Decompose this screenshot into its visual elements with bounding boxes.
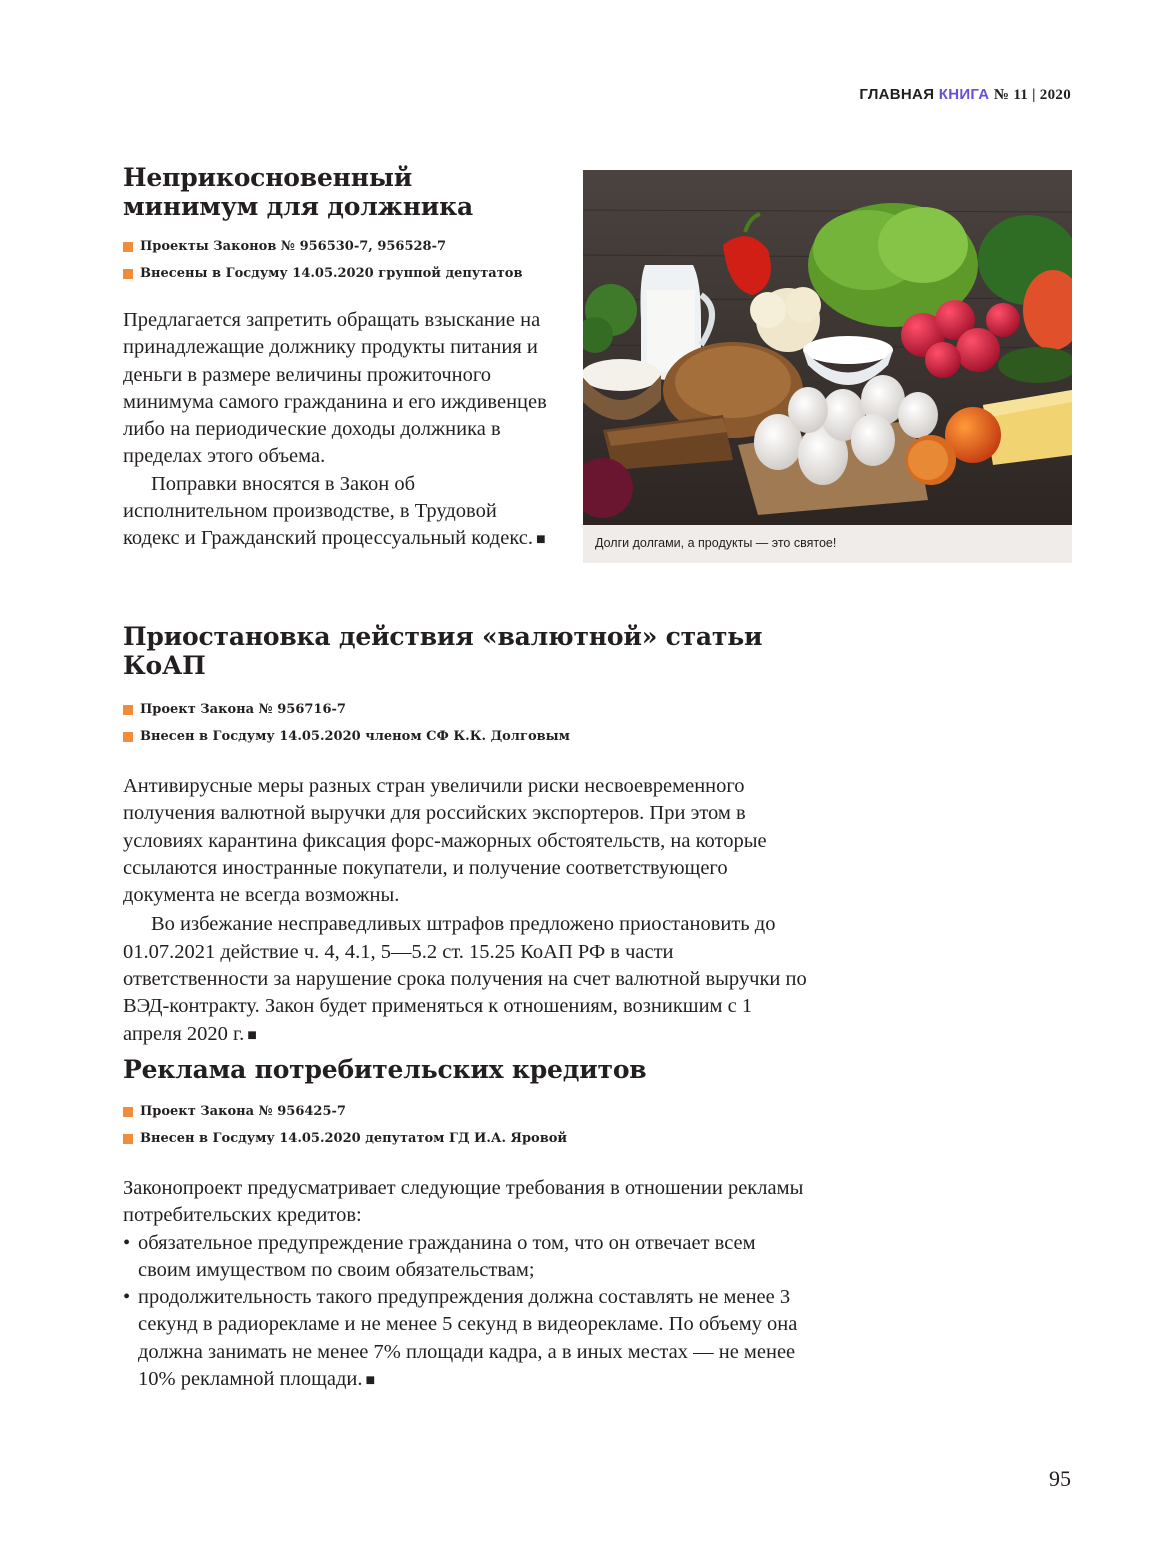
article-meta [123,1098,813,1152]
paragraph-text: Поправки вносятся в Закон об исполнительном производстве, в Трудовой кодекс и Гражданский процессуальный кодекс. [123,472,534,550]
dot-bullet-icon: • [123,1231,131,1254]
magazine-header [859,86,1071,104]
requirements-list [123,1230,813,1395]
list-item [123,1284,813,1394]
article-body [123,307,553,554]
article-meta [123,233,553,287]
food-photo-figure [583,170,1072,563]
square-bullet-icon [123,705,133,715]
meta-item [123,260,553,287]
meta-text: Внесен в Госдуму 14.05.2020 членом СФ К.К. Долговым [140,729,570,744]
brand-accent: КНИГА [938,86,990,103]
square-bullet-icon [123,1107,133,1117]
meta-item [123,1098,813,1125]
article-debtor-minimum [123,163,553,554]
meta-text: Проект Закона № 956716-7 [140,702,346,717]
photo-caption: Долги долгами, а продукты — это святое! [595,536,837,550]
meta-text: Внесен в Госдуму 14.05.2020 депутатом ГД И.А. Яровой [140,1131,568,1146]
paragraph: Предлагается запретить обращать взыскание на принадлежащие должнику продукты питания и деньги в размере величины прожиточного минимума самого гражданина и его иждивенцев либо на периодические доходы должника в пределах этого объема. [123,309,547,468]
paragraph [123,911,813,1048]
article-currency-koap [123,622,813,1049]
dot-bullet-icon: • [123,1286,131,1309]
article-body [123,1175,813,1394]
article-title: Приостановка действия «валютной» статьи КоАП [123,622,763,680]
paragraph: Законопроект предусматривает следующие требования в отношении рекламы потребительских кредитов: [123,1177,804,1227]
paragraph [123,471,553,554]
article-title: Реклама потребительских кредитов [123,1055,647,1084]
meta-text: Проект Закона № 956425-7 [140,1104,346,1119]
square-bullet-icon [123,1134,133,1144]
article-body [123,773,813,1049]
article-title: Неприкосновенный минимум для должника [123,163,474,221]
square-bullet-icon [123,269,133,279]
end-mark-icon: ■ [536,531,546,549]
list-item [123,1230,813,1285]
issue-number: № 11 | 2020 [993,87,1071,103]
paragraph: Антивирусные меры разных стран увеличили риски несвоевременного получения валютной выручки для российских экспортеров. При этом в условиях карантина фиксация форс-мажорных обстоятельств, на которые ссылаются иностранные покупатели, и получение соответствующего документа не всегда возможны. [123,775,767,907]
article-meta [123,696,813,750]
paragraph-text: Во избежание несправедливых штрафов предложено приостановить до 01.07.2021 действие ч. 4, 4.1, 5—5.2 ст. 15.25 КоАП РФ в части ответственности за нарушение срока получения на счет валютной выручки по ВЭД-контракту. Закон будет применяться к отношениям, возникшим с 1 апреля 2020 г. [123,913,807,1045]
end-mark-icon: ■ [365,1372,376,1390]
square-bullet-icon [123,242,133,252]
meta-item [123,1125,813,1152]
meta-item [123,723,813,750]
meta-text: Внесены в Госдуму 14.05.2020 группой депутатов [140,266,523,281]
meta-item [123,233,553,260]
list-item-text: продолжительность такого предупреждения должна составлять не менее 3 секунд в радиорекламе и не менее 5 секунд в видеорекламе. По объему она должна занимать не менее 7% площади кадра, а в иных местах — не менее 10% рекламной площади. [138,1286,798,1391]
brand-main: ГЛАВНАЯ [859,86,935,103]
end-mark-icon: ■ [247,1026,257,1044]
list-item-text: обязательное предупреждение гражданина о том, что он отвечает всем своим имуществом по своим обязательствам; [138,1231,756,1281]
page-number: 95 [1049,1466,1071,1491]
meta-item [123,696,813,723]
square-bullet-icon [123,732,133,742]
food-photo [583,170,1072,525]
article-consumer-credit-ads [123,1055,813,1394]
meta-text: Проекты Законов № 956530-7, 956528-7 [140,239,447,254]
